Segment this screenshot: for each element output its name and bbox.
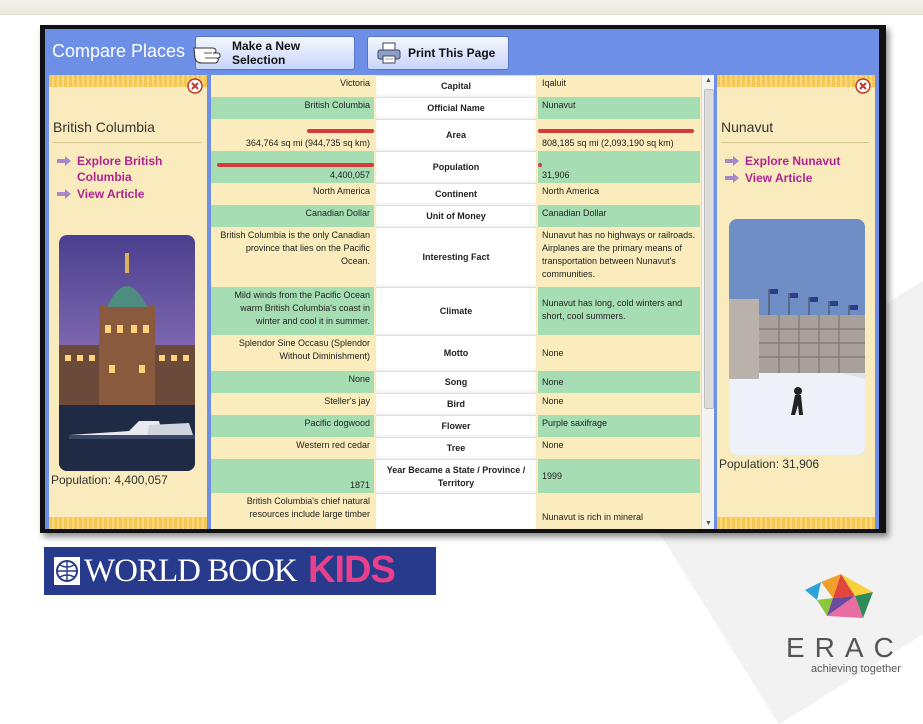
left-value: Western red cedar: [211, 437, 374, 459]
comparison-row: [211, 335, 700, 371]
view-left-article-link[interactable]: [57, 186, 144, 202]
parliament-building-image: [59, 235, 195, 471]
right-value: 808,185 sq mi (2,093,190 sq km): [538, 119, 700, 151]
left-value: None: [211, 371, 374, 393]
comparison-row: [211, 371, 700, 393]
right-value: Nunavut has long, cold winters and short, cool summers.: [538, 287, 700, 335]
right-comparison-bar: [538, 129, 694, 133]
table-scrollbar[interactable]: [701, 75, 714, 529]
panel-stripe-bottom: [717, 517, 875, 529]
panel-divider: [53, 142, 201, 143]
row-label: Continent: [376, 183, 536, 205]
left-value: Canadian Dollar: [211, 205, 374, 227]
arrow-right-icon: [725, 173, 739, 183]
left-value: British Columbia is the only Canadian province that lies on the Pacific Ocean.: [211, 227, 374, 287]
app-header: [45, 29, 879, 75]
world-book-wordmark: WORLD BOOK: [84, 553, 297, 589]
new-selection-button[interactable]: [195, 36, 355, 70]
right-value: Nunavut: [538, 97, 700, 119]
right-value: Purple saxifrage: [538, 415, 700, 437]
right-value: None: [538, 393, 700, 415]
comparison-row: [211, 75, 700, 97]
comparison-row: [211, 119, 700, 151]
row-label: Capital: [376, 75, 536, 97]
left-value: British Columbia: [211, 97, 374, 119]
right-value: 1999: [538, 459, 700, 493]
scroll-up-icon[interactable]: ▲: [705, 77, 712, 84]
row-label: Tree: [376, 437, 536, 459]
right-place-name: Nunavut: [721, 119, 774, 135]
panel-stripe-top: [717, 75, 875, 87]
printer-icon: [376, 41, 402, 65]
scroll-down-icon[interactable]: ▼: [705, 520, 712, 527]
comparison-row: [211, 183, 700, 205]
comparison-row: [211, 493, 700, 529]
comparison-row: [211, 205, 700, 227]
row-label: Flower: [376, 415, 536, 437]
row-label: Motto: [376, 335, 536, 371]
row-label: Climate: [376, 287, 536, 335]
explore-left-place-link[interactable]: [57, 153, 167, 185]
erac-wordmark: ERAC: [786, 632, 904, 663]
left-value: British Columbia's chief natural resources include large timber: [211, 493, 374, 529]
left-place-panel: [49, 75, 207, 529]
left-value: 4,400,057: [211, 151, 374, 183]
panel-stripe-bottom: [49, 517, 207, 529]
scrollbar-thumb[interactable]: [704, 89, 714, 409]
panel-divider: [721, 142, 869, 143]
left-value: North America: [211, 183, 374, 205]
arrow-right-icon: [57, 156, 71, 166]
right-value: Canadian Dollar: [538, 205, 700, 227]
nunavut-building-image: [729, 219, 865, 455]
row-label: Area: [376, 119, 536, 151]
left-value: 364,764 sq mi (944,735 sq km): [211, 119, 374, 151]
erac-fish-logo-icon: [803, 570, 883, 630]
right-comparison-bar: [538, 163, 542, 167]
explore-left-place-label: Explore British Columbia: [77, 154, 163, 184]
comparison-row: [211, 97, 700, 119]
arrow-right-icon: [57, 189, 71, 199]
view-left-article-label: View Article: [77, 187, 145, 201]
erac-tagline: achieving together: [811, 663, 901, 675]
slide-top-band: [0, 0, 923, 15]
row-label: Year Became a State / Province / Territory: [376, 459, 536, 493]
right-value: Nunavut has no highways or railroads. Airplanes are the primary means of transportation between Nunavut's communities.: [538, 227, 700, 287]
left-value: Victoria: [211, 75, 374, 97]
left-comparison-bar: [217, 163, 374, 167]
row-label: [376, 493, 536, 529]
close-icon[interactable]: [855, 78, 871, 94]
right-value: 31,906: [538, 151, 700, 183]
row-label: Population: [376, 151, 536, 183]
comparison-row: [211, 393, 700, 415]
app-title: Compare Places: [52, 41, 186, 61]
row-label: Song: [376, 371, 536, 393]
new-selection-label: Make a New Selection: [232, 39, 301, 67]
left-population: Population: 4,400,057: [51, 473, 168, 487]
right-value: None: [538, 437, 700, 459]
print-page-label: Print This Page: [408, 46, 496, 60]
right-value: None: [538, 371, 700, 393]
left-comparison-bar: [307, 129, 374, 133]
close-icon[interactable]: [187, 78, 203, 94]
arrow-right-icon: [725, 156, 739, 166]
row-label: Interesting Fact: [376, 227, 536, 287]
left-value: Pacific dogwood: [211, 415, 374, 437]
comparison-row: [211, 415, 700, 437]
comparison-row: [211, 287, 700, 335]
left-value: Splendor Sine Occasu (Splendor Without Diminishment): [211, 335, 374, 371]
right-place-panel: [717, 75, 875, 529]
left-value: Mild winds from the Pacific Ocean warm British Columbia's coast in winter and cool it in summer.: [211, 287, 374, 335]
right-value: Nunavut is rich in mineral: [538, 493, 700, 529]
left-value: 1871: [211, 459, 374, 493]
explore-right-place-label: Explore Nunavut: [745, 154, 841, 168]
kids-wordmark: KIDS: [308, 549, 395, 591]
comparison-row: [211, 459, 700, 493]
panel-stripe-top: [49, 75, 207, 87]
compare-places-app: [45, 29, 879, 529]
pointing-hand-icon: [192, 40, 228, 66]
row-label: Official Name: [376, 97, 536, 119]
right-population: Population: 31,906: [719, 457, 820, 471]
view-right-article-label: View Article: [745, 171, 813, 185]
globe-icon: [54, 557, 80, 585]
world-book-kids-logo: [44, 547, 436, 595]
left-place-name: British Columbia: [53, 119, 155, 135]
row-label: Unit of Money: [376, 205, 536, 227]
comparison-row: [211, 151, 700, 183]
explore-right-place-link[interactable]: [725, 153, 840, 169]
right-place-photo: [729, 219, 865, 455]
screenshot-frame: [40, 25, 886, 533]
view-right-article-link[interactable]: [725, 170, 812, 186]
print-page-button[interactable]: [367, 36, 509, 70]
comparison-table[interactable]: [211, 75, 714, 529]
comparison-row: [211, 227, 700, 287]
comparison-row: [211, 437, 700, 459]
right-value: Iqaluit: [538, 75, 700, 97]
right-value: North America: [538, 183, 700, 205]
row-label: Bird: [376, 393, 536, 415]
left-value: Steller's jay: [211, 393, 374, 415]
right-value: None: [538, 335, 700, 371]
left-place-photo: [59, 235, 195, 471]
